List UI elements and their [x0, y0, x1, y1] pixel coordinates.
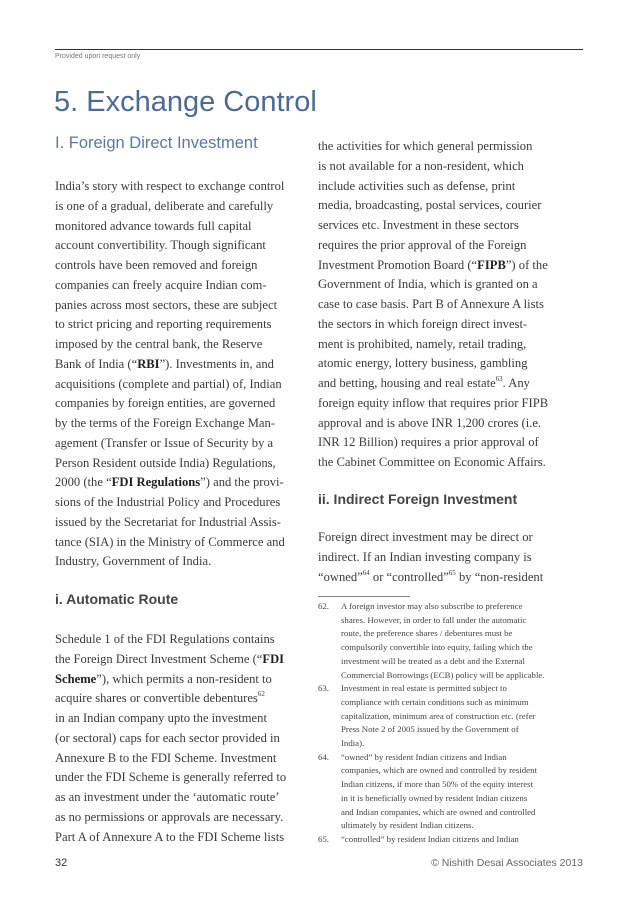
footnote-line: A foreign investor may also subscribe to preference: [341, 601, 523, 611]
footnote-line: shares. However, in order to fall under the automatic: [341, 614, 527, 625]
text-line: under the FDI Scheme is generally referred to: [55, 770, 287, 785]
footnote-reference[interactable]: 62: [257, 690, 265, 699]
text-segment: and betting, housing and real estate: [318, 376, 496, 390]
footnote-reference[interactable]: 65: [448, 568, 456, 577]
footnote-number: 62.: [318, 601, 329, 611]
text-line: tance (SIA) in the Ministry of Commerce and: [55, 534, 285, 549]
text-line: Annexure B to the FDI Scheme. Investment: [55, 750, 277, 765]
text-line: as no permissions or approvals are necessary.: [55, 809, 284, 824]
text-segment: “owned”: [318, 569, 363, 584]
defined-term: FIPB: [477, 257, 506, 272]
text-segment: . Any: [502, 376, 530, 390]
text-line: INR 12 Billion) requires a prior approval of: [318, 435, 539, 450]
footnote-reference[interactable]: 63: [495, 375, 503, 383]
footnote-line: ultimately by resident Indian citizens.: [341, 820, 474, 831]
footnote-line: compliance with certain conditions such as minimum: [341, 696, 529, 707]
chapter-title: 5. Exchange Control: [54, 86, 317, 118]
footnote-line: and Indian companies, which are owned and controlled: [341, 806, 536, 817]
text-line: ment is prohibited, namely, retail trading,: [318, 336, 527, 351]
text-line: approval and is above INR 1,200 crores (i.e.: [318, 415, 542, 430]
paragraph-intro: [55, 177, 285, 572]
text-line: acquisitions (complete and partial) of, Indian: [55, 376, 282, 391]
footnote-line: India).: [341, 738, 365, 748]
header-rule: [55, 49, 583, 50]
section-heading-fdi: I. Foreign Direct Investment: [55, 134, 258, 152]
text-line: in an Indian company upto the investment: [55, 711, 267, 725]
text-line: Industry, Government of India.: [55, 554, 212, 569]
text-line: [55, 473, 285, 493]
footnote-reference[interactable]: 64: [362, 568, 370, 577]
text-segment: acquire shares or convertible debentures: [55, 691, 258, 706]
text-line: companies can freely acquire Indian com-: [55, 277, 267, 292]
text-line: case to case basis. Part B of Annexure A lists: [318, 297, 544, 311]
footnote-line: Indian citizens, if more than 50% of the equity interest: [341, 779, 534, 790]
text-line: (or sectoral) caps for each sector provided in: [55, 730, 280, 745]
text-line: [55, 650, 286, 670]
footnote-number: 63.: [318, 683, 329, 694]
footnote: [318, 751, 537, 833]
defined-term: FDI: [262, 651, 285, 666]
footnote-rule: [318, 596, 410, 597]
footnote-line: in it is beneficially owned by resident Indian citizens: [341, 792, 528, 803]
text-line: [318, 374, 548, 394]
text-line: foreign equity inflow that requires prior FIPB: [318, 395, 549, 410]
footnote-line: Investment in real estate is permitted subject to: [341, 683, 507, 694]
footnote-number: 64.: [318, 751, 329, 762]
text-line: agement (Transfer or Issue of Security by a: [55, 435, 274, 450]
text-line: Schedule 1 of the FDI Regulations contains: [55, 632, 275, 646]
text-segment: ”) of the: [505, 257, 548, 272]
defined-term: FDI Regulations: [111, 475, 201, 490]
footnote-line: Commercial Borrowings (ECB) policy will be applicable.: [341, 669, 545, 680]
text-segment: Investment Promotion Board (“: [318, 257, 478, 272]
header-note: Provided upon request only: [55, 53, 141, 60]
page-number: 32: [55, 857, 68, 869]
text-line: Government of India, which is granted on a: [318, 277, 538, 292]
text-line: the sectors in which foreign direct invest-: [318, 316, 528, 331]
text-line: companies by foreign entities, are governed: [55, 396, 276, 411]
text-line: monitored advance towards full capital: [55, 218, 252, 233]
text-line: imposed by the central bank, the Reserve: [55, 337, 263, 351]
text-segment: the Foreign Direct Investment Scheme (“: [55, 651, 263, 666]
paragraph-indirect-investment: [318, 528, 543, 587]
text-segment: Bank of India (“: [55, 356, 138, 371]
footnote-line: companies, which are owned and controlled by resident: [341, 765, 537, 776]
text-line: to strict pricing and reporting requirements: [55, 317, 272, 332]
text-line: as an investment under the ‘automatic route’: [55, 790, 280, 804]
text-line: [55, 670, 286, 690]
footnote: [318, 600, 545, 682]
text-line: sions of the Industrial Policy and Procedures: [55, 495, 281, 509]
defined-term: Scheme: [55, 671, 97, 686]
text-line: include activities such as defense, print: [318, 178, 516, 193]
text-line: requires the prior approval of the Foreign: [318, 237, 527, 252]
footnote-line: capitalization, minimum area of construction etc. (refer: [341, 710, 536, 721]
text-line: [55, 689, 286, 709]
text-line: Part A of Annexure A to the FDI Scheme lists: [55, 829, 285, 844]
defined-term: RBI: [137, 356, 160, 371]
text-line: indirect. If an Indian investing company is: [318, 549, 532, 564]
paragraph-automatic-route: [55, 630, 286, 847]
text-line: services etc. Investment in these sectors: [318, 218, 519, 232]
text-line: media, broadcasting, postal services, courier: [318, 198, 542, 213]
section-heading-automatic-route: i. Automatic Route: [55, 591, 179, 607]
section-heading-indirect-investment: ii. Indirect Foreign Investment: [318, 491, 518, 507]
text-line: is not available for a non-resident, which: [318, 158, 524, 173]
text-segment: ”), which permits a non-resident to: [96, 671, 272, 686]
footnote: [318, 833, 519, 847]
text-line: the Cabinet Committee on Economic Affairs.: [318, 455, 546, 469]
text-segment: by “non-resident: [455, 569, 544, 584]
text-line: by the terms of the Foreign Exchange Man-: [55, 416, 275, 430]
text-line: is one of a gradual, deliberate and carefully: [55, 198, 274, 213]
text-line: controls have been removed and foreign: [55, 258, 258, 272]
text-line: the activities for which general permission: [318, 139, 533, 153]
footnote-line: compulsorily convertible into equity, failing which the: [341, 642, 533, 653]
text-segment: 2000 (the “: [55, 475, 112, 490]
footnote-line: “controlled” by resident Indian citizens and Indian: [341, 833, 519, 844]
footnote: [318, 682, 535, 751]
text-line: [318, 568, 543, 588]
paragraph-restricted-sectors: [318, 137, 548, 473]
copyright: © Nishith Desai Associates 2013: [431, 857, 583, 869]
text-segment: ”) and the provi-: [200, 475, 284, 490]
text-line: Foreign direct investment may be direct or: [318, 530, 533, 544]
footnote-line: “owned” by resident Indian citizens and Indian: [341, 751, 507, 762]
text-line: issued by the Secretariat for Industrial Assis-: [55, 514, 281, 529]
text-segment: or “controlled”: [369, 569, 449, 584]
footnote-line: investment will be treated as a debt and the External: [341, 655, 525, 666]
text-segment: ”). Investments in, and: [159, 356, 274, 371]
text-line: panies across most sectors, these are subject: [55, 297, 278, 312]
text-line: [55, 355, 285, 375]
text-line: Person Resident outside India) Regulations,: [55, 455, 276, 470]
footnote-line: Press Note 2 of 2005 issued by the Government of: [341, 724, 519, 735]
footnote-number: 65.: [318, 833, 329, 844]
text-line: India’s story with respect to exchange control: [55, 179, 285, 193]
footnote-line: route, the preference shares / debentures must be: [341, 628, 513, 639]
text-line: account convertibility. Though significant: [55, 238, 266, 253]
text-line: [318, 256, 548, 276]
text-line: atomic energy, lottery business, gambling: [318, 356, 528, 371]
